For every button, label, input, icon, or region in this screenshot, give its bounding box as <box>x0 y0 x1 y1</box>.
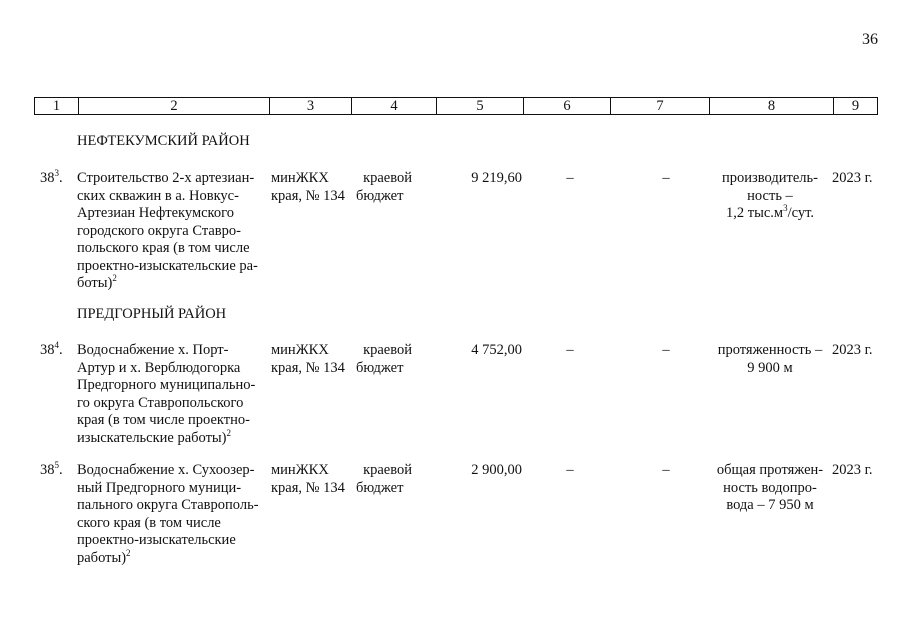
header-col-6: 6 <box>524 98 611 114</box>
header-col-2: 2 <box>79 98 270 114</box>
row-result: производитель- ность – 1,2 $тыс.м^3$/сут. <box>722 170 818 221</box>
row-result: протяженность – 9 900 м <box>717 342 823 376</box>
row-finance-source: краевой бюджет <box>356 170 412 204</box>
page-number: 36 <box>862 31 878 48</box>
header-col-9: 9 <box>851 98 860 114</box>
row-amount: 9 219,60 <box>471 170 522 186</box>
row-customer: минЖКХ края, № 134 <box>271 462 345 496</box>
row-index: $38^4$. <box>40 340 63 358</box>
row-amount: 4 752,00 <box>471 342 522 358</box>
row-year: 2023 г. <box>832 170 873 186</box>
row-col7: – <box>662 462 670 478</box>
row-finance-source: краевой бюджет <box>356 462 412 496</box>
row-name: Строительство 2-х артезиан- ских скважин в а. Новкус- Артезиан Нефтекумского городского округа Ставро- польского края (в том числе проектно-изыскательские ра- боты)$^2$ <box>77 170 258 291</box>
row-col6: – <box>566 462 574 478</box>
row-result: общая протяжен- ность водопро- вода – 7 950 м <box>716 462 824 513</box>
row-customer: минЖКХ края, № 134 <box>271 170 345 204</box>
header-col-8: 8 <box>710 98 834 114</box>
table-header-row <box>34 97 878 115</box>
header-col-3: 3 <box>270 98 352 114</box>
row-name: Водоснабжение х. Сухоозер- ный Предгорного муници- пального округа Ставрополь- ского края (в том числе проектно-изыскательские работы)$^2$ <box>77 462 259 566</box>
row-col7: – <box>662 170 670 186</box>
header-col-4: 4 <box>352 98 437 114</box>
section-title-predgorny: ПРЕДГОРНЫЙ РАЙОН <box>77 306 227 322</box>
header-col-5: 5 <box>437 98 524 114</box>
row-index: $38^5$. <box>40 460 63 478</box>
row-col7: – <box>662 342 670 358</box>
section-title-neftekumsky: НЕФТЕКУМСКИЙ РАЙОН <box>77 133 250 149</box>
header-col-1: 1 <box>35 98 79 114</box>
row-finance-source: краевой бюджет <box>356 342 412 376</box>
row-year: 2023 г. <box>832 342 873 358</box>
row-name: Водоснабжение х. Порт- Артур и х. Верблюдогорка Предгорного муниципально- го округа Ставропольского края (в том числе проектно- изыскательские работы)$^2$ <box>77 342 256 446</box>
row-amount: 2 900,00 <box>471 462 522 478</box>
row-col6: – <box>566 170 574 186</box>
row-customer: минЖКХ края, № 134 <box>271 342 345 376</box>
row-year: 2023 г. <box>832 462 873 478</box>
header-col-7: 7 <box>611 98 710 114</box>
row-col6: – <box>566 342 574 358</box>
row-index: $38^3$. <box>40 168 63 186</box>
